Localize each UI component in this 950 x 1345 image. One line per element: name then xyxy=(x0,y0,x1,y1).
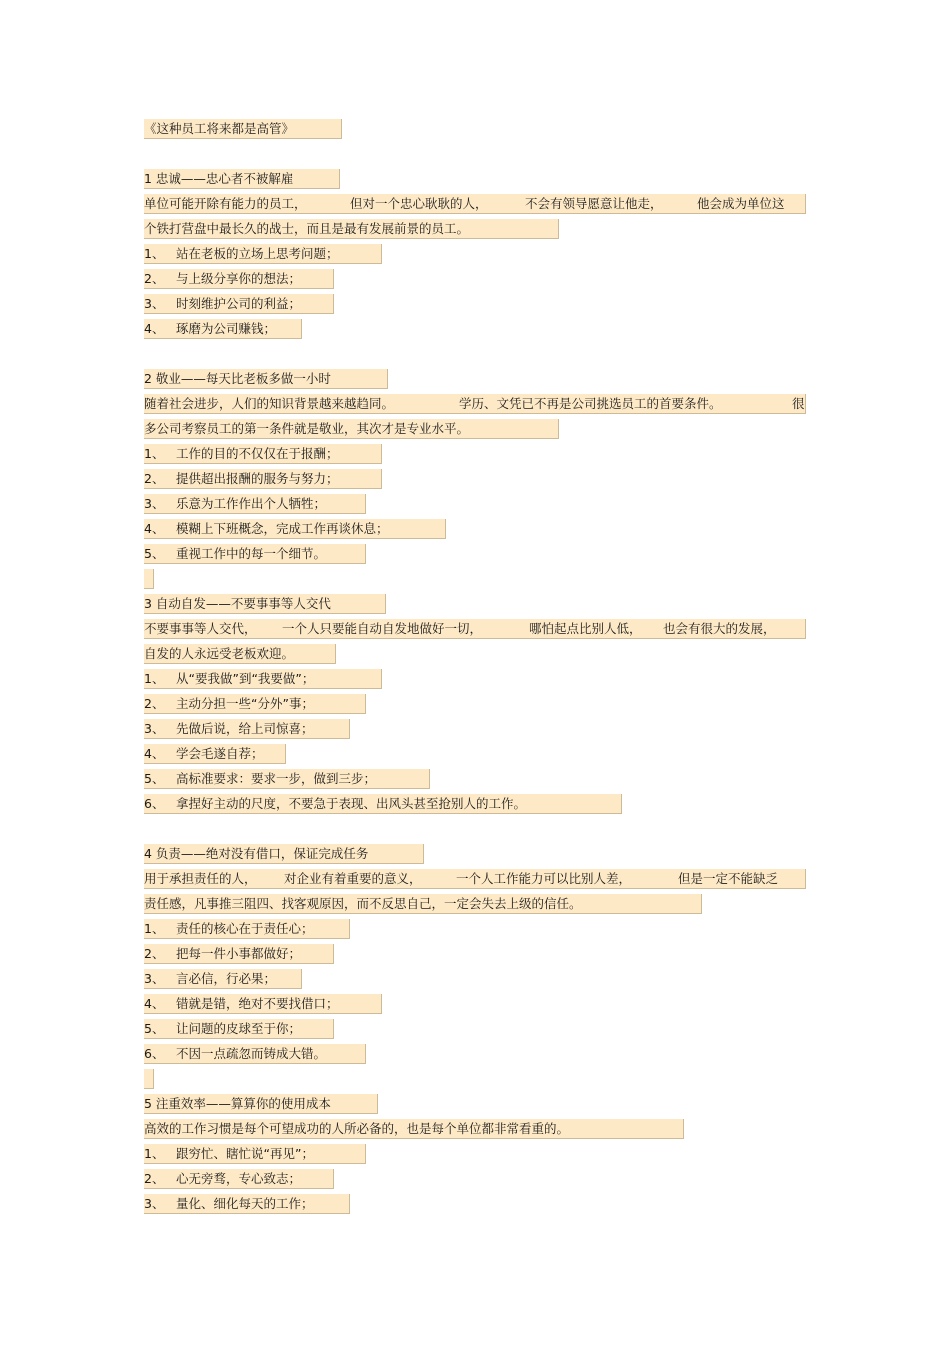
section-paragraph: 单位可能开除有能力的员工， 但对一个忠心耿耿的人， 不会有领导愿意让他走， 他会成为单位这 xyxy=(144,194,814,219)
list-item: 3、 乐意为工作作出个人牺牲； xyxy=(144,494,366,514)
document-content xyxy=(144,119,814,1219)
document-title-line xyxy=(144,119,814,144)
list-item: 4、 琢磨为公司赚钱； xyxy=(144,319,302,339)
section-paragraph-end: 个铁打营盘中最长久的战士，而且是最有发展前景的员工。 xyxy=(144,219,559,239)
list-item: 1、 站在老板的立场上思考问题； xyxy=(144,244,382,264)
list-item: 1、 工作的目的不仅仅在于报酬； xyxy=(144,444,382,464)
section-heading: 1 忠诚——忠心者不被解雇 xyxy=(144,169,340,189)
list-item: 2、 主动分担一些“分外”事； xyxy=(144,694,366,714)
section-paragraph: 随着社会进步，人们的知识背景越来越趋同。 学历、文凭已不再是公司挑选员工的首要条件。 很 xyxy=(144,394,814,419)
empty-line xyxy=(144,1069,154,1089)
list-item: 1、 从“要我做”到“我要做”； xyxy=(144,669,382,689)
section-paragraph-end: 自发的人永远受老板欢迎。 xyxy=(144,644,336,664)
list-item: 4、 错就是错，绝对不要找借口； xyxy=(144,994,382,1014)
list-item: 2、 心无旁骛，专心致志； xyxy=(144,1169,334,1189)
list-item: 6、 拿捏好主动的尺度，不要急于表现、出风头甚至抢别人的工作。 xyxy=(144,794,622,814)
section-heading: 2 敬业——每天比老板多做一小时 xyxy=(144,369,388,389)
list-item: 3、 量化、细化每天的工作； xyxy=(144,1194,350,1214)
section-paragraph-end: 责任感，凡事推三阻四、找客观原因，而不反思自己，一定会失去上级的信任。 xyxy=(144,894,702,914)
section-heading: 4 负责——绝对没有借口，保证完成任务 xyxy=(144,844,424,864)
list-item: 3、 先做后说，给上司惊喜； xyxy=(144,719,350,739)
empty-line xyxy=(144,569,154,589)
section-paragraph: 用于承担责任的人， 对企业有着重要的意义， 一个人工作能力可以比别人差， 但是一定不能缺乏 xyxy=(144,869,814,894)
section-paragraph: 高效的工作习惯是每个可望成功的人所必备的，也是每个单位都非常看重的。 xyxy=(144,1119,684,1139)
list-item: 5、 让问题的皮球至于你； xyxy=(144,1019,334,1039)
list-item: 2、 把每一件小事都做好； xyxy=(144,944,334,964)
section-heading: 5 注重效率——算算你的使用成本 xyxy=(144,1094,378,1114)
list-item: 2、 与上级分享你的想法； xyxy=(144,269,334,289)
section-paragraph: 不要事事等人交代， 一个人只要能自动自发地做好一切， 哪怕起点比别人低， 也会有很大的发展， xyxy=(144,619,814,644)
list-item: 3、 时刻维护公司的利益； xyxy=(144,294,334,314)
list-item: 3、 言必信，行必果； xyxy=(144,969,302,989)
list-item: 5、 重视工作中的每一个细节。 xyxy=(144,544,366,564)
document-title: 《这种员工将来都是高管》 xyxy=(144,119,342,139)
section-heading: 3 自动自发——不要事事等人交代 xyxy=(144,594,386,614)
list-item: 4、 模糊上下班概念，完成工作再谈休息； xyxy=(144,519,446,539)
list-item: 2、 提供超出报酬的服务与努力； xyxy=(144,469,382,489)
list-item: 1、 责任的核心在于责任心； xyxy=(144,919,350,939)
list-item: 1、 跟穷忙、瞎忙说“再见”； xyxy=(144,1144,366,1164)
list-item: 6、 不因一点疏忽而铸成大错。 xyxy=(144,1044,366,1064)
list-item: 5、 高标准要求：要求一步，做到三步； xyxy=(144,769,430,789)
section-paragraph-end: 多公司考察员工的第一条件就是敬业，其次才是专业水平。 xyxy=(144,419,559,439)
list-item: 4、 学会毛遂自荐； xyxy=(144,744,286,764)
